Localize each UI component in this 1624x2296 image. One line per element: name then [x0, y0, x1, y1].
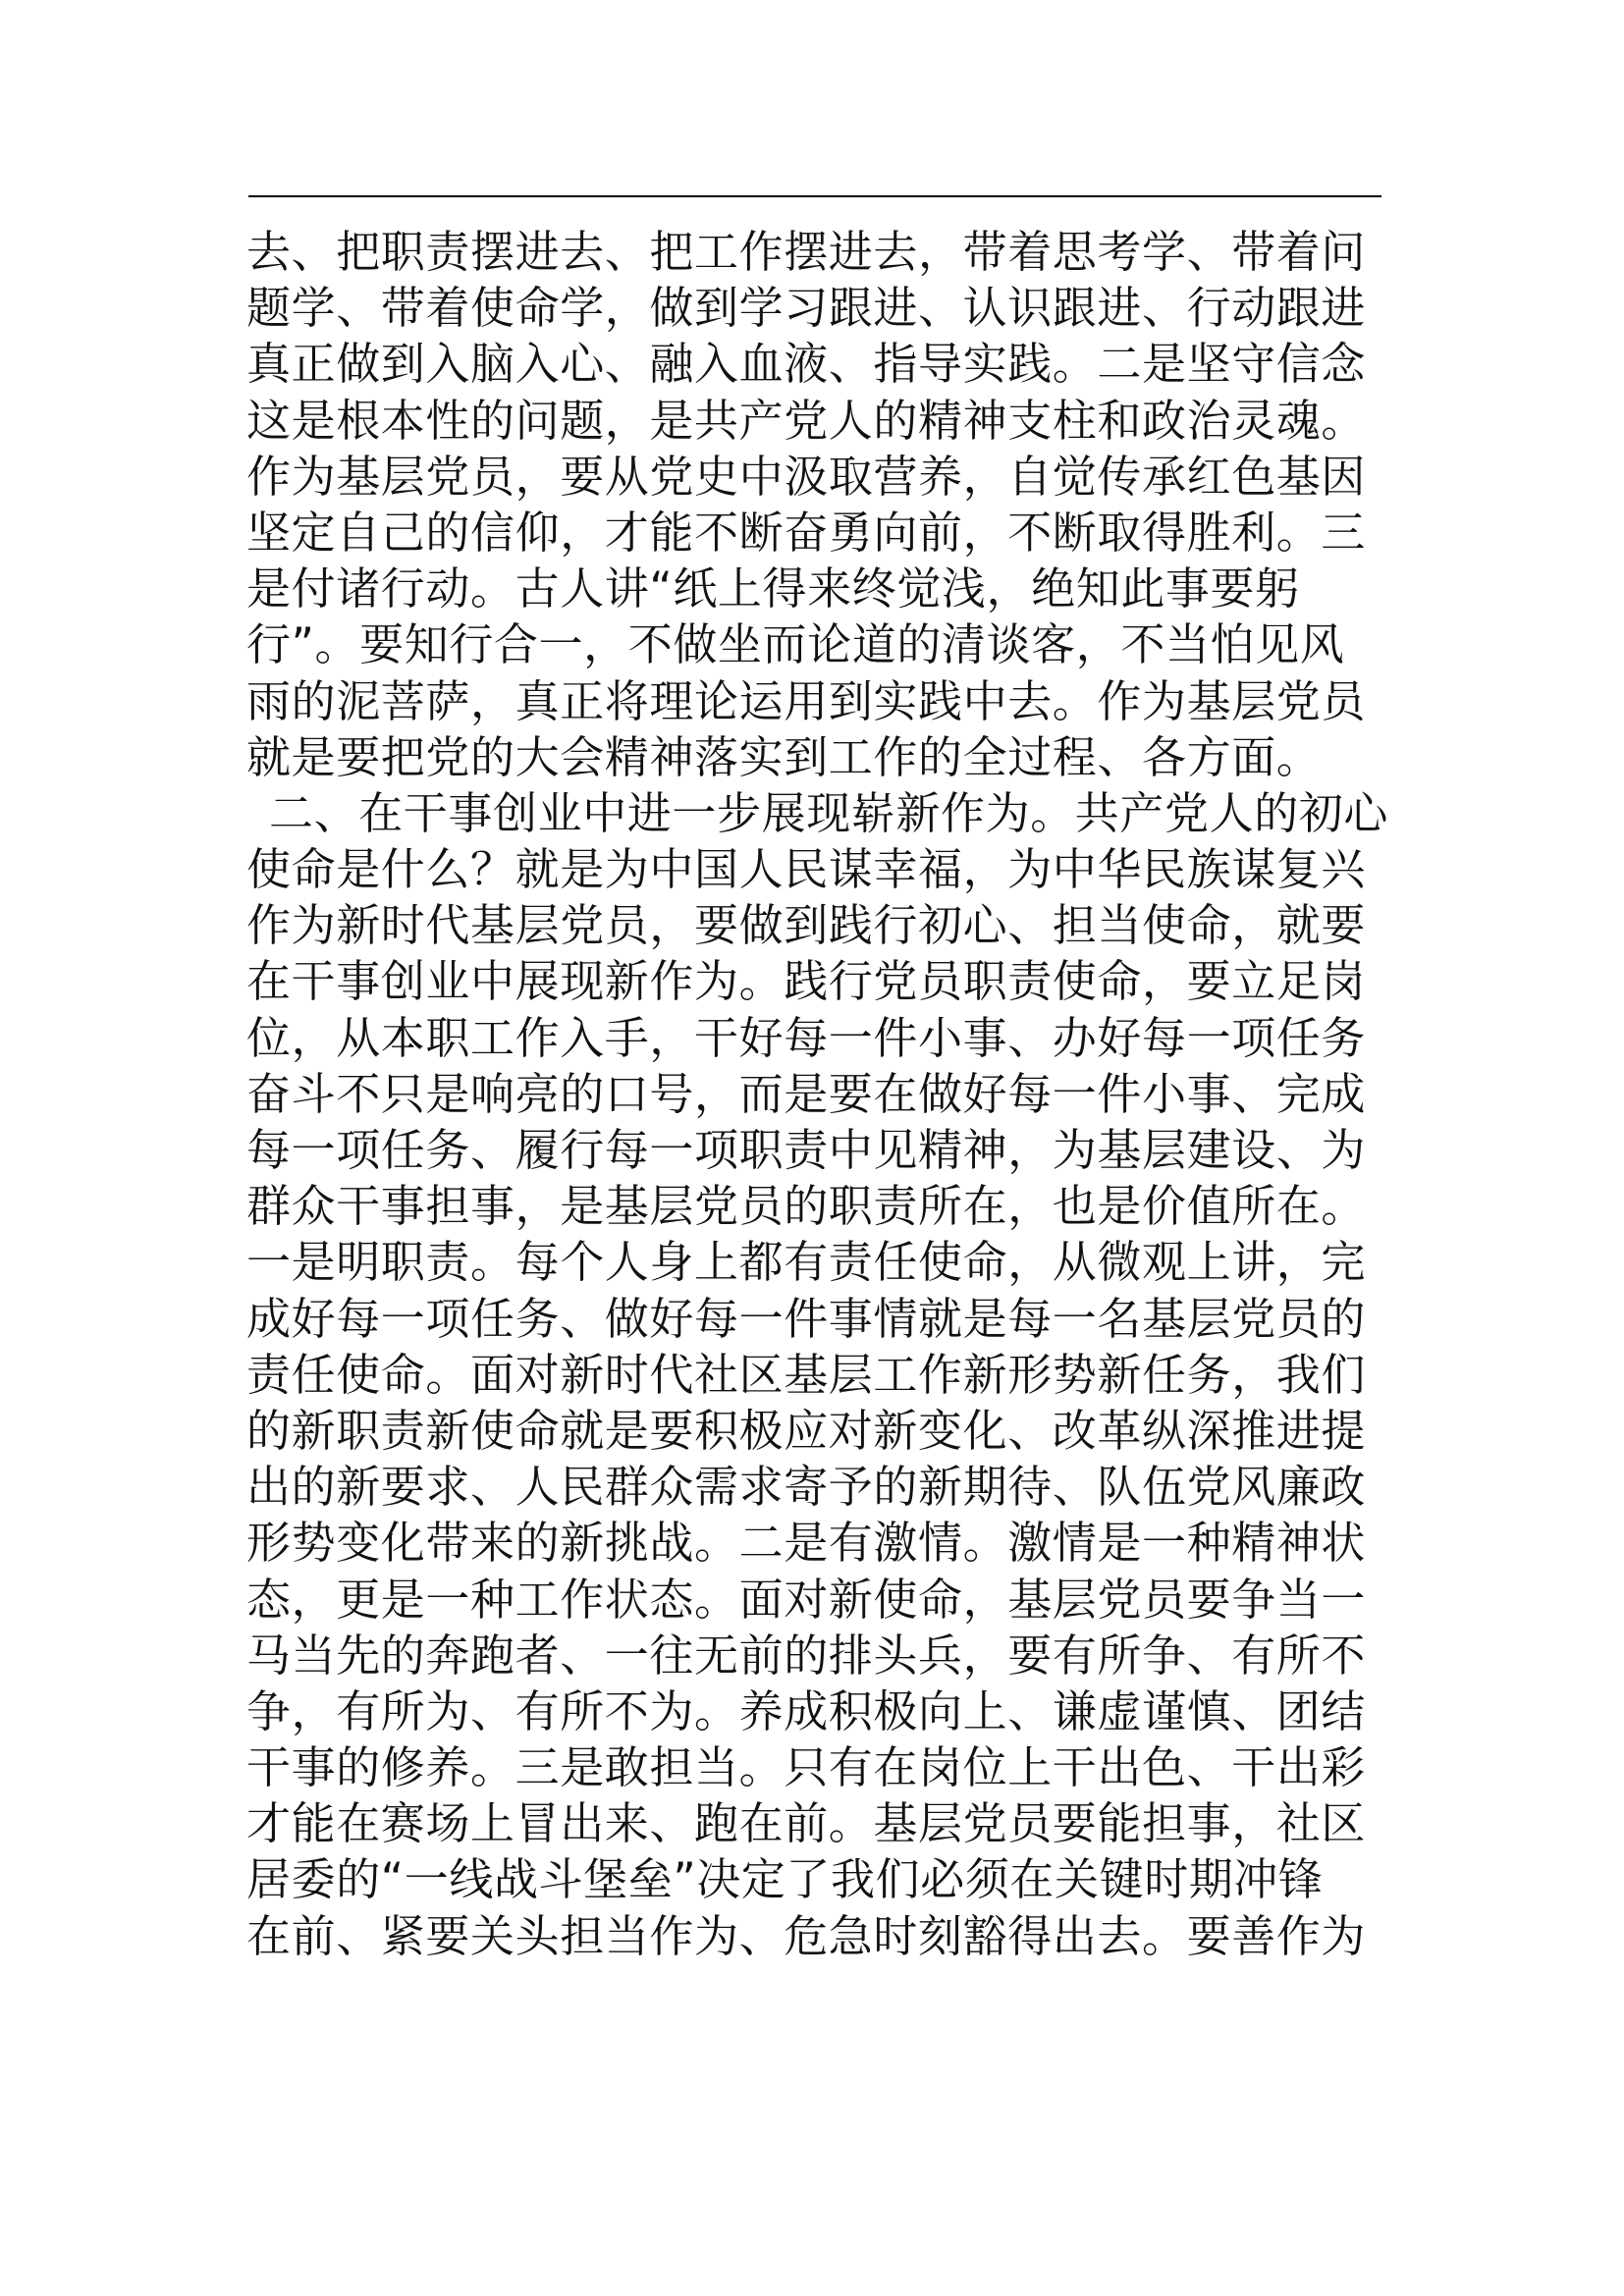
text-line: 作为基层党员，要从党史中汲取营养，自觉传承红色基因	[246, 450, 1367, 503]
text-line: 争，有所为、有所不为。养成积极向上、谦虚谨慎、团结	[246, 1684, 1367, 1737]
text-line: 就是要把党的大会精神落实到工作的全过程、各方面。	[246, 730, 1322, 783]
text-line: 才能在赛场上冒出来、跑在前。基层党员要能担事，社区	[246, 1797, 1367, 1850]
text-line: 这是根本性的问题，是共产党人的精神支柱和政治灵魂。	[246, 394, 1367, 447]
text-line: 雨的泥菩萨，真正将理论运用到实践中去。作为基层党员	[246, 674, 1367, 727]
section-heading-line: 二、在干事创业中进一步展现崭新作为。共产党人的初心	[269, 786, 1389, 839]
text-line: 去、把职责摆进去、把工作摆进去，带着思考学、带着问	[246, 226, 1367, 278]
text-line: 一是明职责。每个人身上都有责任使命，从微观上讲，完	[246, 1236, 1367, 1289]
text-line: 题学、带着使命学，做到学习跟进、认识跟进、行动跟进	[246, 282, 1367, 335]
text-line: 在干事创业中展现新作为。践行党员职责使命，要立足岗	[246, 955, 1367, 1008]
text-line: 干事的修养。三是敢担当。只有在岗位上干出色、干出彩	[246, 1741, 1367, 1794]
text-line: 作为新时代基层党员，要做到践行初心、担当使命，就要	[246, 899, 1367, 952]
header-rule	[248, 195, 1381, 197]
text-line: 出的新要求、人民群众需求寄予的新期待、队伍党风廉政	[246, 1461, 1367, 1514]
text-line: 奋斗不只是响亮的口号，而是要在做好每一件小事、完成	[246, 1067, 1367, 1120]
text-line: 态，更是一种工作状态。面对新使命，基层党员要争当一	[246, 1573, 1367, 1626]
body-text	[246, 224, 1389, 1964]
text-line: 成好每一项任务、做好每一件事情就是每一名基层党员的	[246, 1292, 1367, 1345]
text-line: 是付诸行动。古人讲“纸上得来终觉浅，绝知此事要躬	[246, 562, 1300, 615]
text-line: 马当先的奔跑者、一往无前的排头兵，要有所争、有所不	[246, 1629, 1367, 1682]
text-line: 位，从本职工作入手，干好每一件小事、办好每一项任务	[246, 1011, 1367, 1064]
text-line: 行”。要知行合一，不做坐而论道的清谈客，不当怕见风	[246, 618, 1345, 671]
text-line: 责任使命。面对新时代社区基层工作新形势新任务，我们	[246, 1348, 1367, 1401]
text-line: 真正做到入脑入心、融入血液、指导实践。二是坚守信念	[246, 338, 1367, 391]
text-line: 坚定自己的信仰，才能不断奋勇向前，不断取得胜利。三	[246, 506, 1367, 559]
text-line: 每一项任务、履行每一项职责中见精神，为基层建设、为	[246, 1124, 1367, 1176]
text-line: 群众干事担事，是基层党员的职责所在，也是价值所在。	[246, 1180, 1367, 1233]
text-line: 居委的“一线战斗堡垒”决定了我们必须在关键时期冲锋	[246, 1853, 1324, 1906]
text-line: 在前、紧要关头担当作为、危急时刻豁得出去。要善作为	[246, 1909, 1367, 1962]
text-line: 的新职责新使命就是要积极应对新变化、改革纵深推进提	[246, 1404, 1367, 1457]
text-line: 形势变化带来的新挑战。二是有激情。激情是一种精神状	[246, 1517, 1367, 1570]
text-line: 使命是什么？就是为中国人民谋幸福，为中华民族谋复兴	[246, 843, 1367, 896]
